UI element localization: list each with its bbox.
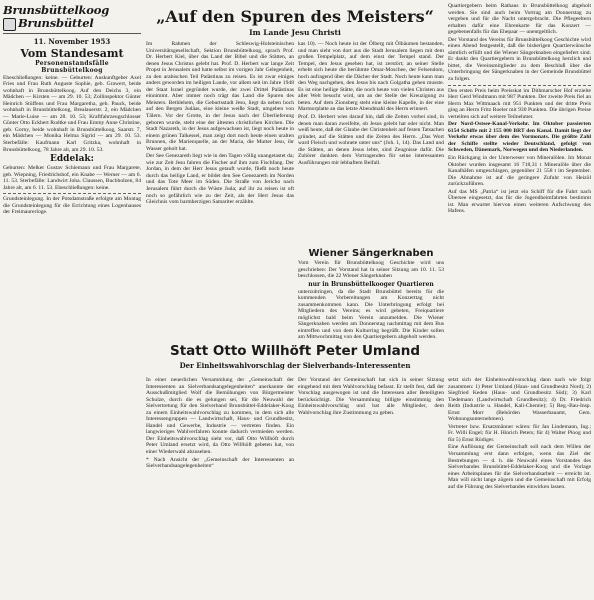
right-text-1: Den ersten Preis beim Preisskat im Dithmarscher Hof erzielte Herr Gerd Windmann mit 987 Punkten. Der zweite Preis fiel an Herrn Max Wittmaack mit 951 Punkten und der dritte Preis ging an Herrn Fritz Roeler mit 930 Punkten. Die übrigen Preise verteilten sich auf weitere Teilnehmer. <box>448 87 591 120</box>
standesamt-text: Eheschließungen: keine. — Geburten: Auskunftgeber Axel Fries und Frau Ruth Auguste Sophie, geb. Grawert, beide wohnhaft in Brunsbüttelkoog. Auf den Deichs 3, ein Mädchen — Kirsten — am 29. 10. 53; Zollinspektor Günter Heinrich Stüffens und Frau Margaretha, geb. Pauck, beide wohnhaft in Brunsbüttelkoog, Brealauerstr. 2, ein Mädchen — Marie-Luise — am 28. 10. 53; Kraftfahrzeugschlosser Günter Otto Eckbert Rudtke und Frau Emmy Anne Christine, geb. Gorny, beide wohnhaft in Brunsbüttelkoog, Saarstr. 7, ein Mädchen — Monika Helma Sigrid — am 29. 10. 53. Sterbefälle: Kaufmann Karl Gritzka, wohnhaft in Brunsbüttelkoog, 78 Jahre alt, am 29. 10. 53. <box>3 74 141 153</box>
column-4 <box>448 2 591 216</box>
column-3 <box>298 40 444 167</box>
statt-text-6: Eine Auflösung der Gemeinschaft soll nach dem Willen der Versammlung erst dann erfolgen, wenn das Ziel der Bestrebungen — d. h. die Neuwahl eines Vorstandes des Sielverbandes Brunsbüttel-Eddelaker-Koog und die Vorlage eines Arbeitsplanes für die Sielverbandsarbeit — erreicht ist. Man will nicht lange zögern und die Gemeinschaft mit Erfolg auf die Führung des Sielverbandes einwirken lassen. <box>448 444 591 490</box>
statt-column-a <box>146 376 294 471</box>
statt-text-2: Der Vorstand der Gemeinschaft hat sich in seiner Sitzung eingehend mit dem Wahlvorschlag befasst. Er stellt fest, daß der Vorschlag ausgewogen ist und die Interessen aller Beteiligten berücksichtigt. Die Versammlung billigte einstimmig den Einheitswahlvorschlag und bat alle Mitglieder, dem Wahlvorschlag ihre Zustimmung zu geben. <box>298 377 444 416</box>
lead-subhead: Im Lande Jesu Christi <box>249 28 341 37</box>
right-text-4: Auf das MS „Patria“ ist jetzt ein Schiff für die Fahrt nach Übersee eingesetzt, das für die Jugendheimfahrten bestimmt ist. Man erwartet hiervon einen weiteren Aufschwung des Hafens. <box>448 188 591 215</box>
standesamt-kicker: Personenstandsfälle <box>35 59 109 67</box>
lead-headline: „Auf den Spuren des Meisters“ <box>156 7 434 26</box>
divider <box>448 85 591 86</box>
wiener-kicker: nur in Brunsbüttelkooger Quartieren <box>308 280 434 288</box>
masthead-line-1: Brunsbüttelkoog <box>3 3 110 17</box>
standesamt-title: Vom Standesamt <box>20 46 124 60</box>
divider <box>3 193 141 194</box>
statt-column-c <box>448 376 591 491</box>
masthead-line-2: Brunsbüttel <box>3 17 141 31</box>
crest-icon <box>3 18 16 31</box>
wiener-title: Wiener Sängerknaben <box>308 248 434 259</box>
lead-text-4: Prof. D. Herbert wies darauf hin, daß die Zeiten vorbei sind, in denen man daran zweifelte, ob Jesus gelebt hat oder nicht. Man weiß heute, daß der Glaube der Christenheit auf festen Tatsachen gründet, auf die Stätten und die Zeiten des Herrn. „Das Wort ward Fleisch und wohnete unter uns“ (Joh. 1, 14). Das Land und die Stätten, an denen Jesus lebte, sind Zeugnisse dafür. Die Zuhörer dankten dem Vortragenden für seine interessanten Ausführungen mit lebhaftem Beifall. <box>298 114 444 166</box>
lead-text-3: kas 10). — Noch heute ist der Ölberg mit Ölbäumen bestanden, und man sieht von dort aus die Stadt Jerusalem liegen mit dem großen Tempelplatz, auf dem einst der Tempel stand. Der Tempel, den Jesus gesehen hat, ist zerstört; an seiner Stelle erhebt sich heute die berühmte Omar-Moschee, der Felsendom, hoch aufragend über die Dächer der Stadt. Noch heute kann man den Weg nachgehen, den Jesus bis nach Golgatha gehen musste. Es ist eine heilige Stätte, die noch heute von vielen Christen aus aller Welt besucht wird, um an der Stelle der Kreuzigung zu beten. Auf dem Zionsberg steht eine kleine Kapelle, in der eine Marmorplatte an das letzte Abendmahl des Herrn erinnert. <box>298 41 444 113</box>
wiener-text-2: unterzubringen, da die Stadt Brunsbüttel bereits für die kommenden Vorbereitungen am Konzerttag nicht zusammenkommen kann. Die Unterbringung erfolgt bei Mitgliedern des Vereins; es wird gebeten, Freiquartiere möglichst bald beim Verein anzumelden. Die Wiener Sängerknaben werden am Donnerstag nachmittag mit dem Bus eintreffen und von dem Kulturring begrüßt. Die Kinder sollen am Mittwochmittag von den Quartiergebern abgeholt werden. <box>298 288 444 341</box>
divider <box>3 33 141 34</box>
statt-headline: Statt Otto Willhöft Peter Umland <box>170 343 420 359</box>
statt-subhead: Der Einheitswahlvorschlag der Sielverbands-Interessenten <box>179 361 411 370</box>
wiener-block <box>298 245 444 342</box>
standesamt-place: Brunsbüttelkoog <box>41 66 103 74</box>
statt-text-4: setzt sich der Einheitswahlvorschlag dann nach wie folgt zusammen: 1) Peter Umland (Haus- und Grundbesitz Nord); 2) Siegfried Keden (Haus- und Grundbesitz Süd); 3) Karl Tiedemann (Landwirtschaft Grundbesitz); 4) Dr. Friedrich Reith (Industrie u. Handel, Kali-Chemie); 5) Reg.-Bau-Insp. Ernst Morr (Behörden Wasserbauamt, Gem. Wohnungsunternehmen). <box>448 377 591 423</box>
statt-text-1: In einer neuerlichen Versammlung der „Gemeinschaft der Interessenten an Sielverbandsangelegenheiten“ anerkannte der Ausschußmitglied Wolf die Bemühungen von Bürgermeister Schulze, durch die es gelungen sei, für die Neuwahl der Sielvertretung für den Sielverband Brunsbüttel-Eddelaker-Koog zu einem Einheitswahlvorschlag zu kommen, in dem sich alle Interessengruppen — Landwirtschaft, Haus- und Grundbesitz, Handel und Gewerbe, Industrie — vertreten finden. Ein langwieriges Wahlverfahren konnte dadurch vermieden werden. Der Einheitswahlvorschlag sieht vor, daß Otto Willhöft durch Peter Umland ersetzt wird, da Otto Willhöft gebeten hat, von einer Wiederwahl abzusehen. <box>146 377 294 456</box>
dateline: 11. November 1953 <box>33 36 111 46</box>
grund-text: Grundsteinlegung. In der Potsdamstraße erfolgte am Montag die Grundsteinlegung für die Errichtung eines Logenhauses der Freimaurerloge. <box>3 196 141 216</box>
right-text-3: Ein Rückgang in der Unterweser von Mineralölen. Im Monat Oktober wurden insgesamt 16 718,31 t Mineralöle über die Kanalhäfen umgeschlagen, gegenüber 21 558 t im September. Die Abnahme ist auf die geringere Zufuhr von Heizöl zurückzuführen. <box>448 155 591 188</box>
statt-column-b <box>298 376 444 417</box>
lead-text-5: Quartiergebern beim Rathaus in Brunsbüttelkoog abgeholt werden. Sie sind auch beim Vortrag am Donnerstag zu vergeben und für die Nacht untergebracht. Die Pflegeeltern erhalten dafür eine Ehrenkarte für das Konzert — gegebenenfalls für das Ehepaar — unentgeltlich. <box>448 3 591 36</box>
lead-text-6: Der Vorstand des Vereins für Brunsbüttelkoog Geschichte wird einen Abend festgestellt, daß die bisherigen Quartierwünsche sämtlich erfüllt und die Wiener Sängerknaben eingeliefert sind. Er dankt den Quartiergebern in Brunsbüttelkoog herzlich und bittet, die Vereinsmitglieder zu dem Beschluß über die Unterbringung der Sängerknaben in der Gemeinde Brunsbüttel zu folgen. <box>448 36 591 83</box>
column-1 <box>3 0 141 217</box>
eddelak-text: Geburten: Melker Gustav Schlemann und Frau Margarete, geb. Wiepning, Friedrichshof, ein Knabe — Werner — am 6. 11. 53. Sterbefälle: Landwirt Joha. Claussen, Buchholzen, 84 Jahre alt, am 6. 11. 53. Eheschließungen: keine. <box>3 165 141 191</box>
right-text-2: Der Nord-Ostsee-Kanal-Verkehr. Im Oktober passierten 6154 Schiffe mit 2 155 000 BRT den Kanal. Damit liegt der Verkehr etwas über dem des Vormonats. Die größte Zahl der Schiffe stellte wieder Deutschland, gefolgt von Schweden, Dänemark, Norwegen und den Niederlanden. <box>448 121 591 154</box>
statt-text-3: * Nach Ansicht der „Gemeinschaft der Interessenten an Sielverbandsangelegenheiten“ <box>146 456 294 470</box>
eddelak-title: Eddelak: <box>50 154 94 165</box>
statt-text-5: Vertreter bzw. Ersatzmänner wären: für Jan Lindemann, Ing.; Fr. Willi Engel; für H. Hinrich Peters; für 4) Walter Ploog und für 5) Ernst Rüdiger. <box>448 423 591 443</box>
lead-text-1: Im Rahmen der Schleswig-Holsteinischen Universitätsgesellschaft, Sektion Brunsbüttelkoog, sprach Prof. Dr. Herbert Kiel, über das Land der Bibel und die Stätten, an denen Jesus Christus gelebt hat. Prof. D. Herbert war lange Zeit Propst in Jerusalem und hatte selbst im vorigen Jahr Gelegenheit, zu den arabischen Teil Palästinas zu reisen. Es ist zwar einiges anders geworden im heiligen Lande, vor allem seit im Jahre 1948 der Staat Israel gegründet wurde, der zwei Drittel Palästinas einnimmt. Aber immer noch trägt das Land die Spuren des Meisters. Bethlehem, die Geburtsstadt Jesu, liegt da neben hoch auf den Bergen Judäas, eine kleine weiße Stadt, umgeben von Tälern. Vor der Grotte, in der Jesus nach der Überlieferung geboren wurde, steht eine der ältesten christlichen Kirchen. Die Stadt Nazareth, in der Jesus aufgewachsen ist, liegt noch heute in einem grünen Talkessel, man zeigt dort noch heute einen uralten Brunnen, die Marienquelle, an der Maria, die Mutter Jesu, ihr Wasser geholt hat. <box>146 41 294 152</box>
column-2 <box>146 40 294 207</box>
lead-text-2: Der See Genezareth liegt wie in den Tagen völlig unangetastet da; wie zur Zeit Jesu fahren die Fischer auf ihm zum Fischfang. Der Jordan, in dem der Herr Jesus getauft wurde, fließt noch heute durch das heilige Land, er bildet den See Genezareth im Norden und das Tote Meer im Süden. Die Straße von Jericho nach Jerusalem führt durch die Wüste Juda; auf ihr zu reisen ist oft noch so gefährlich wie zu der Zeit, als der Herr Jesus das Gleichnis vom barmherzigen Samariter erzählte. <box>146 153 294 206</box>
wiener-text-1: Vom Verein für Brunsbüttelkoog Geschichte wird uns geschrieben: Der Vorstand hat in seiner Sitzung am 10. 11. 53 beschlossen, die 22 Wiener Sängerknaben <box>298 260 444 280</box>
masthead <box>3 4 141 31</box>
